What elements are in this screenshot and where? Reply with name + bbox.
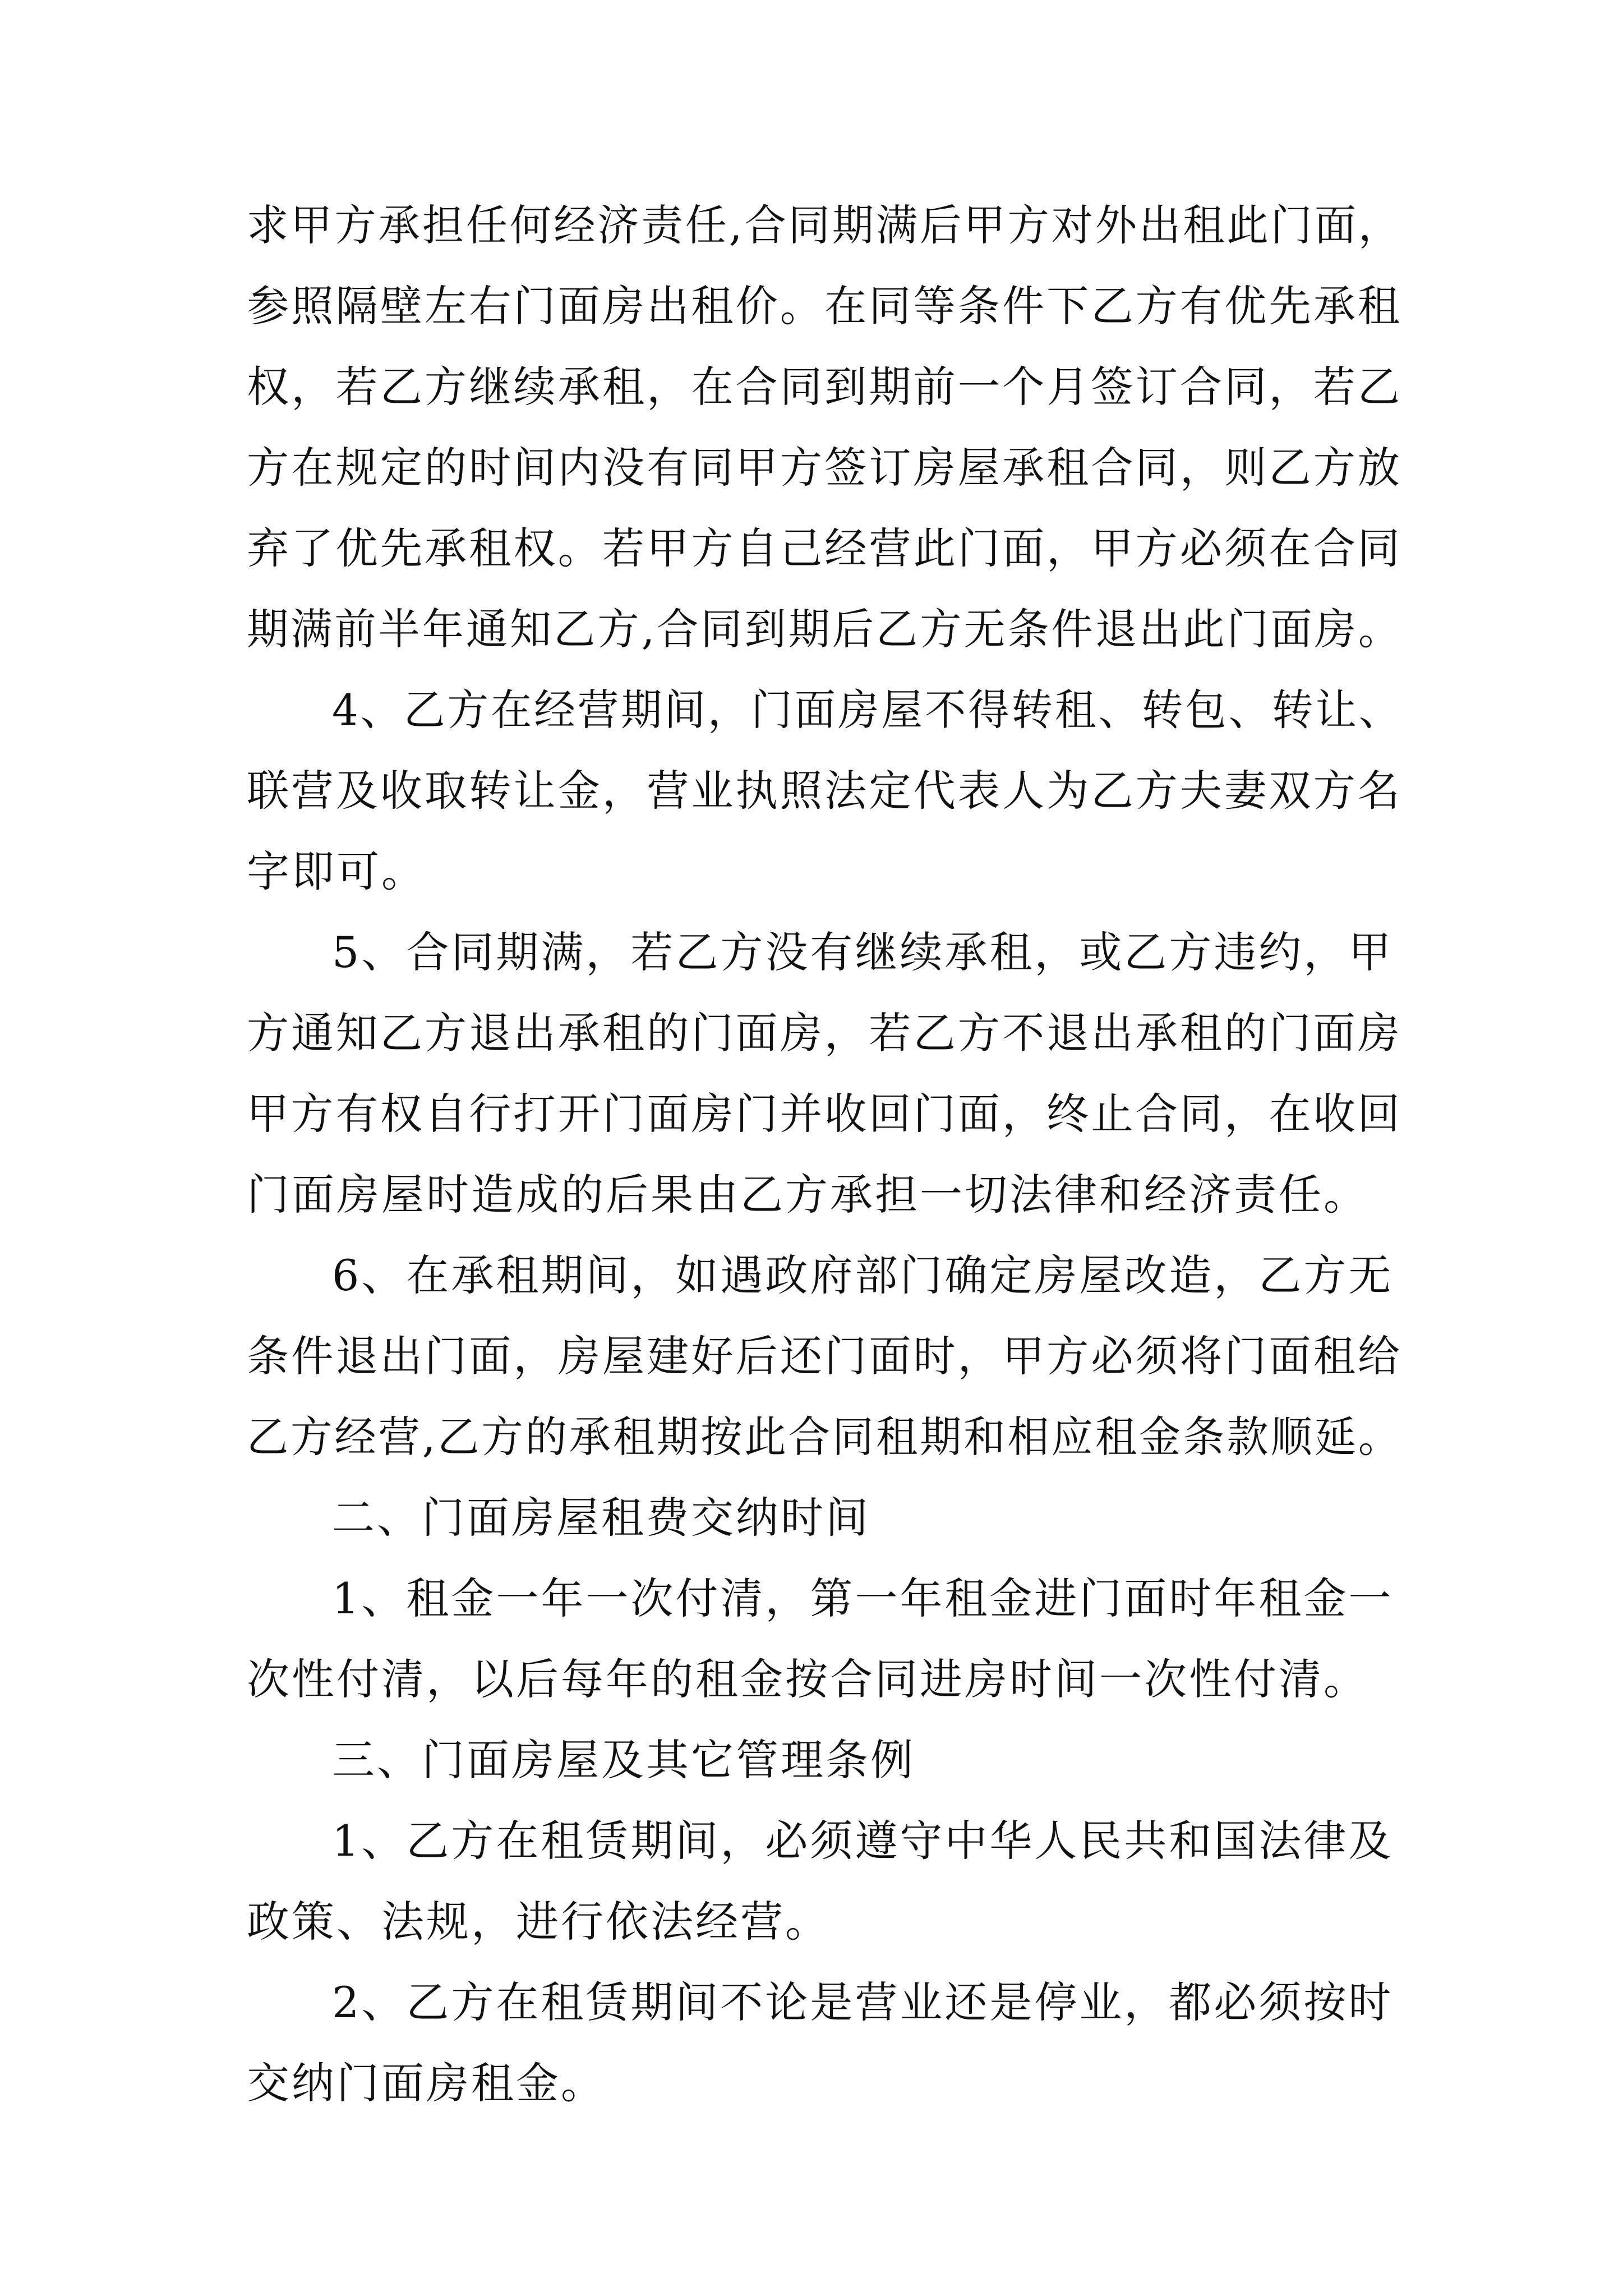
text-line: 二、门面房屋租费交纳时间 <box>332 1493 870 1543</box>
text-line: 参照隔壁左右门面房出租价。在同等条件下乙方有优先承租 <box>247 281 1403 331</box>
text-line: 门面房屋时造成的后果由乙方承担一切法律和经济责任。 <box>247 1170 1368 1220</box>
text-line: 5、合同期满，若乙方没有继续承租，或乙方违约，甲 <box>332 927 1394 977</box>
text-line: 方在规定的时间内没有同甲方签订房屋承租合同，则乙方放 <box>247 443 1403 493</box>
text-line: 1、租金一年一次付清，第一年租金进门面时年租金一 <box>332 1573 1394 1623</box>
text-line: 交纳门面房租金。 <box>247 2058 606 2108</box>
text-line: 2、乙方在租赁期间不论是营业还是停业，都必须按时 <box>332 1977 1394 2027</box>
text-line: 条件退出门面，房屋建好后还门面时，甲方必须将门面租给 <box>247 1331 1403 1381</box>
text-line: 字即可。 <box>247 846 426 896</box>
text-line: 4、乙方在经营期间，门面房屋不得转租、转包、转让、 <box>332 685 1403 735</box>
text-line: 权，若乙方继续承租，在合同到期前一个月签订合同，若乙 <box>247 362 1403 412</box>
text-line: 弃了优先承租权。若甲方自己经营此门面，甲方必须在合同 <box>247 523 1403 573</box>
contract-body-text <box>247 185 1402 2124</box>
text-line: 甲方有权自行打开门面房门并收回门面，终止合同，在收回 <box>247 1089 1403 1139</box>
text-line: 求甲方承担任何经济责任,合同期满后甲方对外出租此门面， <box>247 200 1403 250</box>
text-line: 次性付清，以后每年的租金按合同进房时间一次性付清。 <box>247 1654 1368 1704</box>
text-line: 期满前半年通知乙方,合同到期后乙方无条件退出此门面房。 <box>247 604 1403 654</box>
text-line: 政策、法规，进行依法经营。 <box>247 1897 830 1947</box>
text-line: 联营及收取转让金，营业执照法定代表人为乙方夫妻双方名 <box>247 766 1403 816</box>
text-line: 1、乙方在租赁期间，必须遵守中华人民共和国法律及 <box>332 1816 1394 1866</box>
text-line: 乙方经营,乙方的承租期按此合同租期和相应租金条款顺延。 <box>247 1412 1403 1462</box>
text-line: 方通知乙方退出承租的门面房，若乙方不退出承租的门面房 <box>247 1008 1403 1058</box>
text-line: 三、门面房屋及其它管理条例 <box>332 1735 915 1785</box>
text-line: 6、在承租期间，如遇政府部门确定房屋改造，乙方无 <box>332 1250 1394 1300</box>
